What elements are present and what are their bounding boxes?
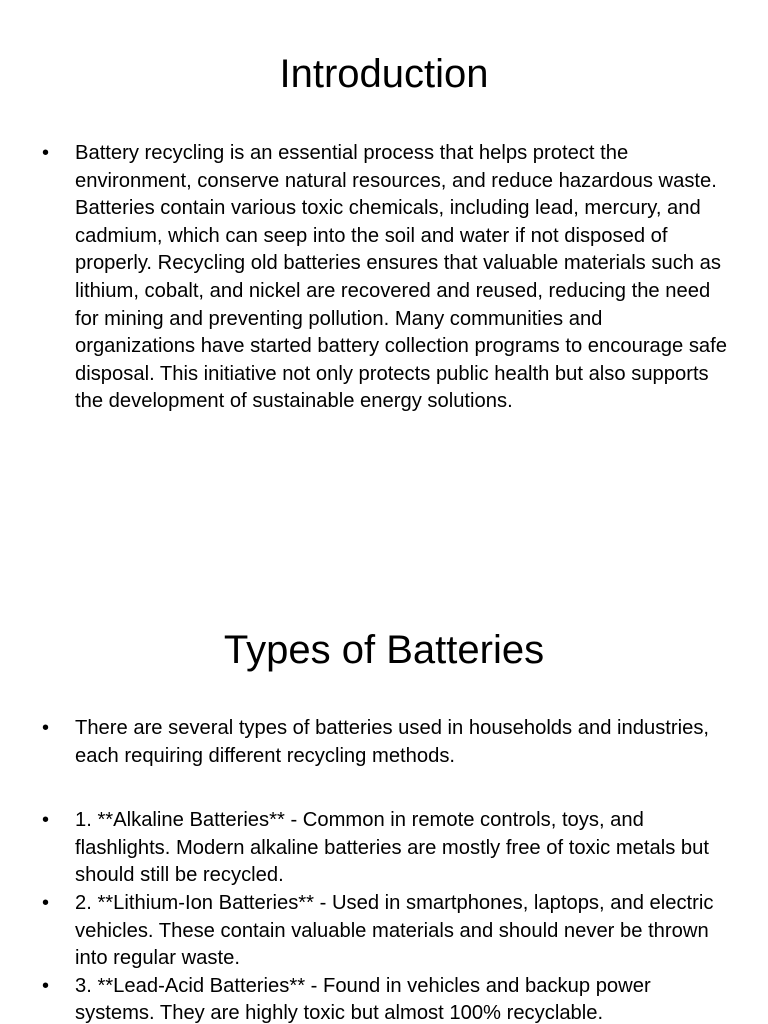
bullet-text: Battery recycling is an essential process that helps protect the environment, conserve natural resources, and reduce hazardous waste. Batteries contain various toxic chemicals, including lead, mercury, and cadmium, which can seep into the soil and water if not disposed of properly. Recycling old batteries ensures that valuable materials such as lithium, cobalt, and nickel are recovered and reused, reducing the need for mining and preventing pollution. Many communities and organizations have started battery collection programs to encourage safe disposal. This initiative not only protects public health but also supports the development of sustainable energy solutions. [75,142,727,413]
bullet-text: 1. **Alkaline Batteries** - Common in remote controls, toys, and flashlights. Modern alkaline batteries are mostly free of toxic metals but should still be recycled. [75,809,709,887]
bullet-item [42,715,728,770]
bullet-dot-icon: • [42,809,50,832]
bullet-dot-icon: • [42,974,50,997]
slide-types-of-batteries [0,580,768,1024]
bullet-item [42,140,728,416]
bullet-dot-icon: • [42,142,50,164]
bullet-text: There are several types of batteries used in households and industries, each requiring different recycling methods. [75,717,710,767]
bullet-text: 3. **Lead-Acid Batteries** - Found in vehicles and backup power systems. They are highly toxic but almost 100% recyclable. [75,974,651,1024]
bullet-text: 2. **Lithium-Ion Batteries** - Used in smartphones, laptops, and electric vehicles. These contain valuable materials and should never be thrown into regular waste. [75,891,714,970]
bullet-dot-icon: • [42,891,50,914]
bullet-list [42,140,728,416]
bullet-item [42,807,728,890]
bullet-item [42,973,728,1024]
bullet-list [42,715,728,1024]
slide-title: Types of Batteries [223,628,545,672]
bullet-dot-icon: • [42,717,50,739]
bullet-item [42,890,728,973]
slide-title: Introduction [279,52,489,96]
